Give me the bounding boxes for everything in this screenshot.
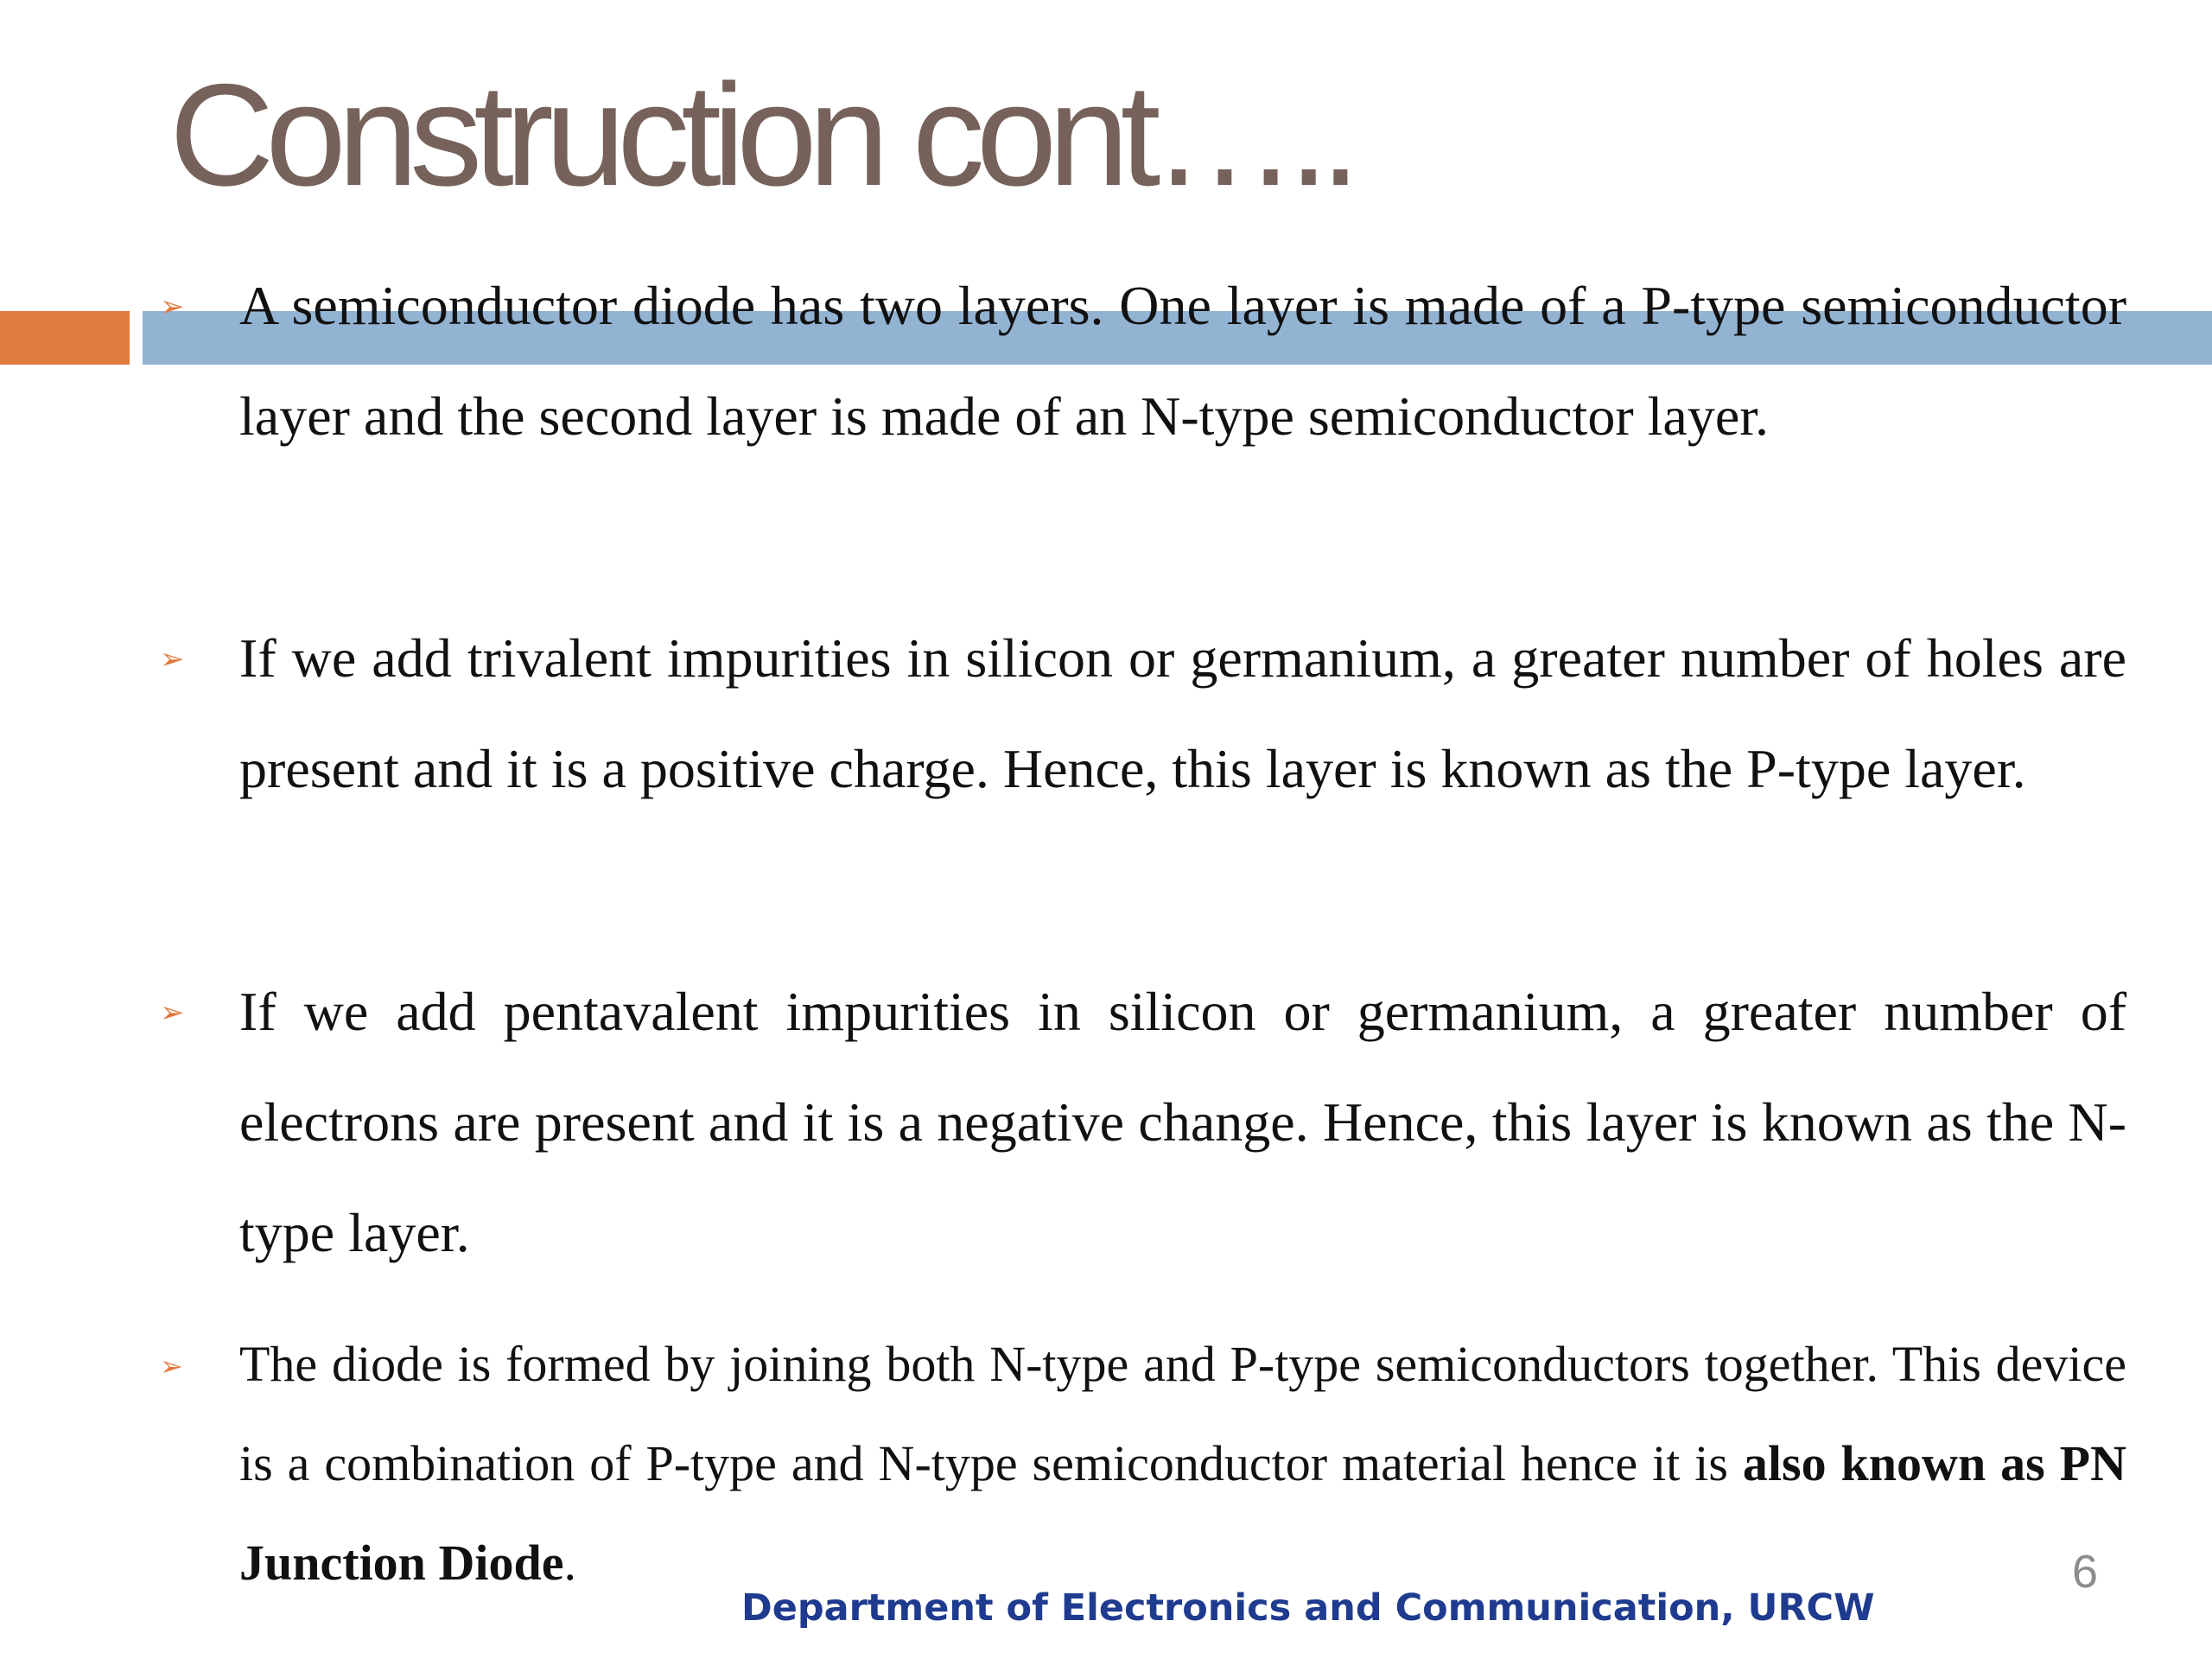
slide-title: Construction cont….. bbox=[169, 54, 1352, 216]
footer-department: Department of Electronics and Communication, URCW bbox=[741, 1586, 1875, 1630]
bullet-text-bold: also known as PN Junction Diode bbox=[239, 1435, 2126, 1591]
arrow-bullet-icon: ➢ bbox=[160, 995, 185, 1030]
bullet-item bbox=[160, 957, 2126, 1288]
arrow-bullet-icon: ➢ bbox=[160, 289, 185, 324]
bullet-text: If we add trivalent impurities in silicon or germanium, a greater number of holes are present and it is a positive charge. Hence, this layer is known as the P-type layer. bbox=[239, 627, 2126, 799]
bullet-text: A semiconductor diode has two layers. One layer is made of a P-type semiconductor layer and the second layer is made of an N-type semiconductor layer. bbox=[239, 275, 2126, 447]
arrow-bullet-icon: ➢ bbox=[160, 642, 185, 677]
bullet-text: If we add pentavalent impurities in silicon or germanium, a greater number of electrons are present and it is a negative change. Hence, this layer is known as the N-type layer. bbox=[239, 981, 2126, 1263]
arrow-bullet-icon: ➢ bbox=[160, 1350, 183, 1382]
bullet-item bbox=[160, 251, 2126, 472]
bullet-item bbox=[160, 1314, 2126, 1612]
bullet-text-end: . bbox=[563, 1535, 576, 1591]
bullet-text: The diode is formed by joining both N-type and P-type semiconductors together. This device is a combination of P-type and N-type semiconductor material hence it is bbox=[239, 1336, 2126, 1491]
bullet-item bbox=[160, 603, 2126, 824]
page-number: 6 bbox=[2072, 1546, 2099, 1598]
